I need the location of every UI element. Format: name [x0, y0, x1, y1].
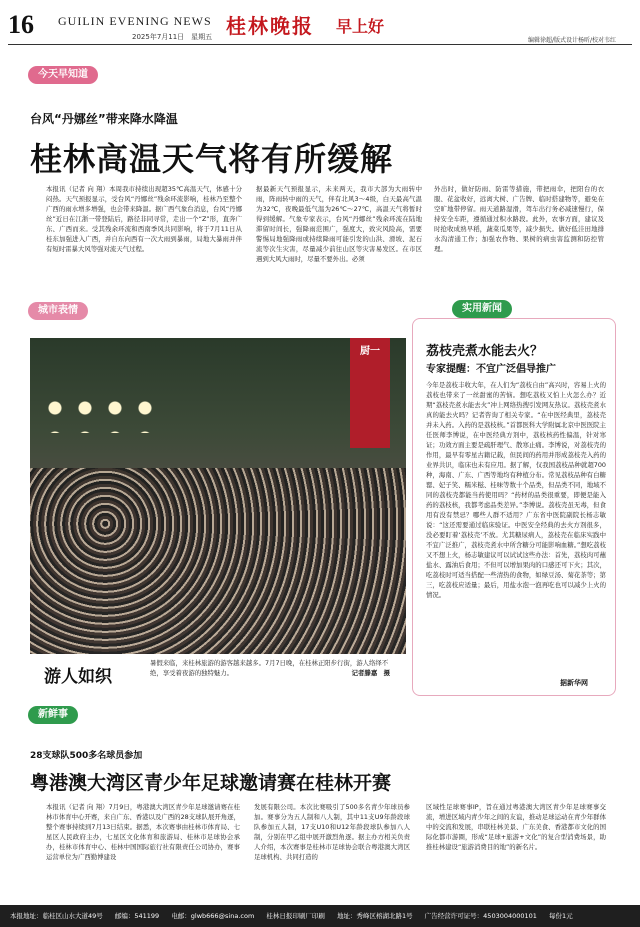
- litchi-body: 今年是荔枝丰收大年，在人们为“荔枝自由”高兴时，容易上火的荔枝也带来了一丝甜蜜的苦恼。想吃荔枝又怕上火怎么办？近期“荔枝壳煮水能去火”冲上网络热搜引发网友热议。荔枝壳煮水真的能去火吗？记者咨询了相关专家。“在中医经典里，荔枝壳并未入药。入药的是荔枝核。”首都医科大学附属北京中医医院主任医师李博说，在中医经典方剂中，荔枝核药性偏温，针对寒证；功效方面主要是疏肝理气、散寒止痛。李博说，对荔枝壳的作用，最早有零星古籍记载，但民间的药用并形成荔枝壳入药的业界共识，临床也未有应用。据了解，仅我国荔枝品种就超700种，海南、广东、广西等地均有种植分布。常见荔枝品种有白糖罂、妃子笑、糯米糍、桂味等数十个品类，但品类不同，地域不同的荔枝壳都能当药使用吗？“药材的品类很重要，即便是能入药的荔枝核，我都考虑品类差异。”李博说。荔枝壳虽无毒，但食用有没有禁忌？哪些人群不适用？广东省中医院副院长杨志敏说：“这还需要通过临床验证。中医安全经典的去火方剂很多，没必要盯着‘荔枝壳’不放。尤其糖尿病人，荔枝壳在临床实践中不宜广泛推广，荔枝壳煮水中所含糖分可能影响血糖。”想吃荔枝又不想上火，杨志敏建议可以试试这些办法：首先，荔枝肉可蘸盐水、露油后食用；不但可以增加果肉的口感还可下火；其次，吃荔枝时可适当搭配一些清热的食物，如绿豆汤、菊花茶等；第三，吃荔枝应适量；最后，用盐水泡一泡再吃也可以减少上火的情况。: [426, 381, 606, 599]
- footer-post: 邮编：541199: [114, 912, 160, 920]
- caption-text: [150, 658, 390, 678]
- footer-bar: [0, 905, 640, 927]
- football-headline: 粤港澳大湾区青少年足球邀请赛在桂林开赛: [30, 772, 392, 794]
- footer-address: 本报地址：临桂区山水大道49号: [10, 912, 103, 920]
- masthead-rule: [8, 44, 632, 45]
- weather-col3: 外出时，做好防雨、防雷等措施，带把雨伞，把阳台的衣服、花盆收好，远离大树、广告牌、临时搭建物等，避免在空旷地带停留。雨天道路湿滑，驾车出行务必减速慢行，保持安全车距，遵循通过积水路段。此外，农事方面，建议及时抢收成熟早稻，蔬菜瓜果等，减少损失。做好低洼田地排水沟清通工作；加强农作物、果树的病虫害监测和防控管理。: [434, 185, 604, 253]
- tag-practical: 实用新闻: [452, 300, 512, 318]
- footer-ad-license: 广告经营许可证号：4503004000101: [424, 912, 537, 920]
- football-kicker: 28支球队500多名球员参加: [30, 751, 143, 761]
- tag-fresh: 新鲜事: [28, 706, 78, 724]
- caption-title: 游人如织: [44, 667, 112, 687]
- weather-col1: 本报讯（记者 向 翔）本周我市持续出现超35℃高温天气，体感十分闷热。天气预报显示，受台风“丹娜丝”残余环流影响，桂林乃至整个广西的雨水增多增强，也会带来降温。据广西气象台消息，台风“丹娜丝”近日在江浙一带登陆后，路径非同寻常，走出一个“Z”形，直奔广东、广西而来。受其残余环流和西南季风共同影响，将于7月11日从桂东加强进入广西，并自东向西有一次大雨到暴雨，局地大暴雨并伴有短时雷暴大风等强对流天气过程。: [46, 185, 242, 253]
- footer-printer: 桂林日报印刷厂印刷: [266, 912, 325, 920]
- newspaper-logo: 桂林晚报: [226, 14, 314, 38]
- litchi-source: 据新华网: [560, 679, 588, 687]
- dateline: 2025年7月11日 星期五: [132, 33, 213, 41]
- crowd: [30, 468, 406, 654]
- caption-credit: 记者滕嘉 摄: [351, 669, 390, 677]
- caption-body: 暑假来临，来桂林旅游的游客越来越多。7月7日晚，在桂林正阳步行街，游人络绎不绝，享受着夜游的独特魅力。: [150, 659, 389, 677]
- litchi-subtitle: 专家提醒：不宜广泛倡导推广: [426, 364, 556, 375]
- football-col2: 发展有限公司。本次比赛吸引了500多名青少年球员参加。赛事分为五人制和八人制，其中11支U9年龄段球队参加五人制，17支U10和U12年龄段球队参加八人制，分别在甲乙组中展开激烈角逐。据主办方相关负责人介绍，本次赛事是桂林市足球协会联合粤港澳大湾区足球机构、共同打造的: [254, 803, 410, 861]
- tag-city: 城市表情: [28, 302, 88, 320]
- english-name: GUILIN EVENING NEWS: [58, 14, 212, 28]
- litchi-title: 荔枝壳煮水能去火？: [426, 344, 544, 359]
- weather-kicker: 台风“丹娜丝”带来降水降温: [30, 112, 178, 126]
- section-name: 早上好: [336, 17, 385, 36]
- lantern-lights: [40, 393, 160, 433]
- football-col3: 区域性足球赛事IP，旨在通过粤港澳大湾区青少年足球赛事交流，增进区域内青少年之间的友谊，推动足球运动在青少年群体中的交流和发展，串联桂林美景、广东美食、香港都市文化的国际化都市游圈，形成“足球+旅游+文化”的复合型消费场景，助推桂林建设“旅游消费目的地”的新名片。: [426, 803, 606, 851]
- shop-sign: 厨一: [350, 338, 390, 448]
- editor-credits: 编辑徐超/版式设计杨昕/校对韦红: [528, 37, 617, 44]
- footer-email: 电邮：glwb666@sina.com: [171, 912, 255, 920]
- tag-today: 今天早知道: [28, 66, 98, 84]
- football-col1: 本报讯（记者 向 翔）7月9日，粤港澳大湾区青少年足球邀请赛在桂林市体育中心开赛，来自广东、香港以及广西的28支球队展开角逐，整个赛事持续到7月13日结束。据悉，本次赛事由桂林市体育局、七星区人民政府主办，七星区文化体育和旅游局、桂林市足球协会承办，桂林市体育中心、桂林中国国际旅行社有限责任公司协办，赛事运营单位为广西勤博建设: [46, 803, 240, 861]
- masthead: [0, 0, 640, 44]
- night-street-photo: [30, 338, 406, 654]
- page-number: 16: [8, 10, 34, 39]
- footer-printer-address: 地址：秀峰区榕湖北路1号: [336, 912, 413, 920]
- weather-headline: 桂林高温天气将有所缓解: [30, 140, 394, 178]
- footer-price: 每份1元: [549, 912, 573, 920]
- weather-col2: 据最新天气预报显示，未来两天，我市大部为大雨转中雨，阵雨转中雨的天气，伴有北风3～4级，白天最高气温为32℃，夜晚最低气温为26℃～27℃，高温天气将暂时得到缓解。气象专家表示，台风“丹娜丝”残余环流在陆地滞留时间长，强降雨范围广，强度大，致灾风险高，需要警惕局地强降雨或持续降雨可能引发的山洪、滑坡、泥石流等次生灾害，尽量减少前往山区等灾害易发区。在市区遇到大风大雨时，尽量不要外出。必须: [256, 185, 422, 263]
